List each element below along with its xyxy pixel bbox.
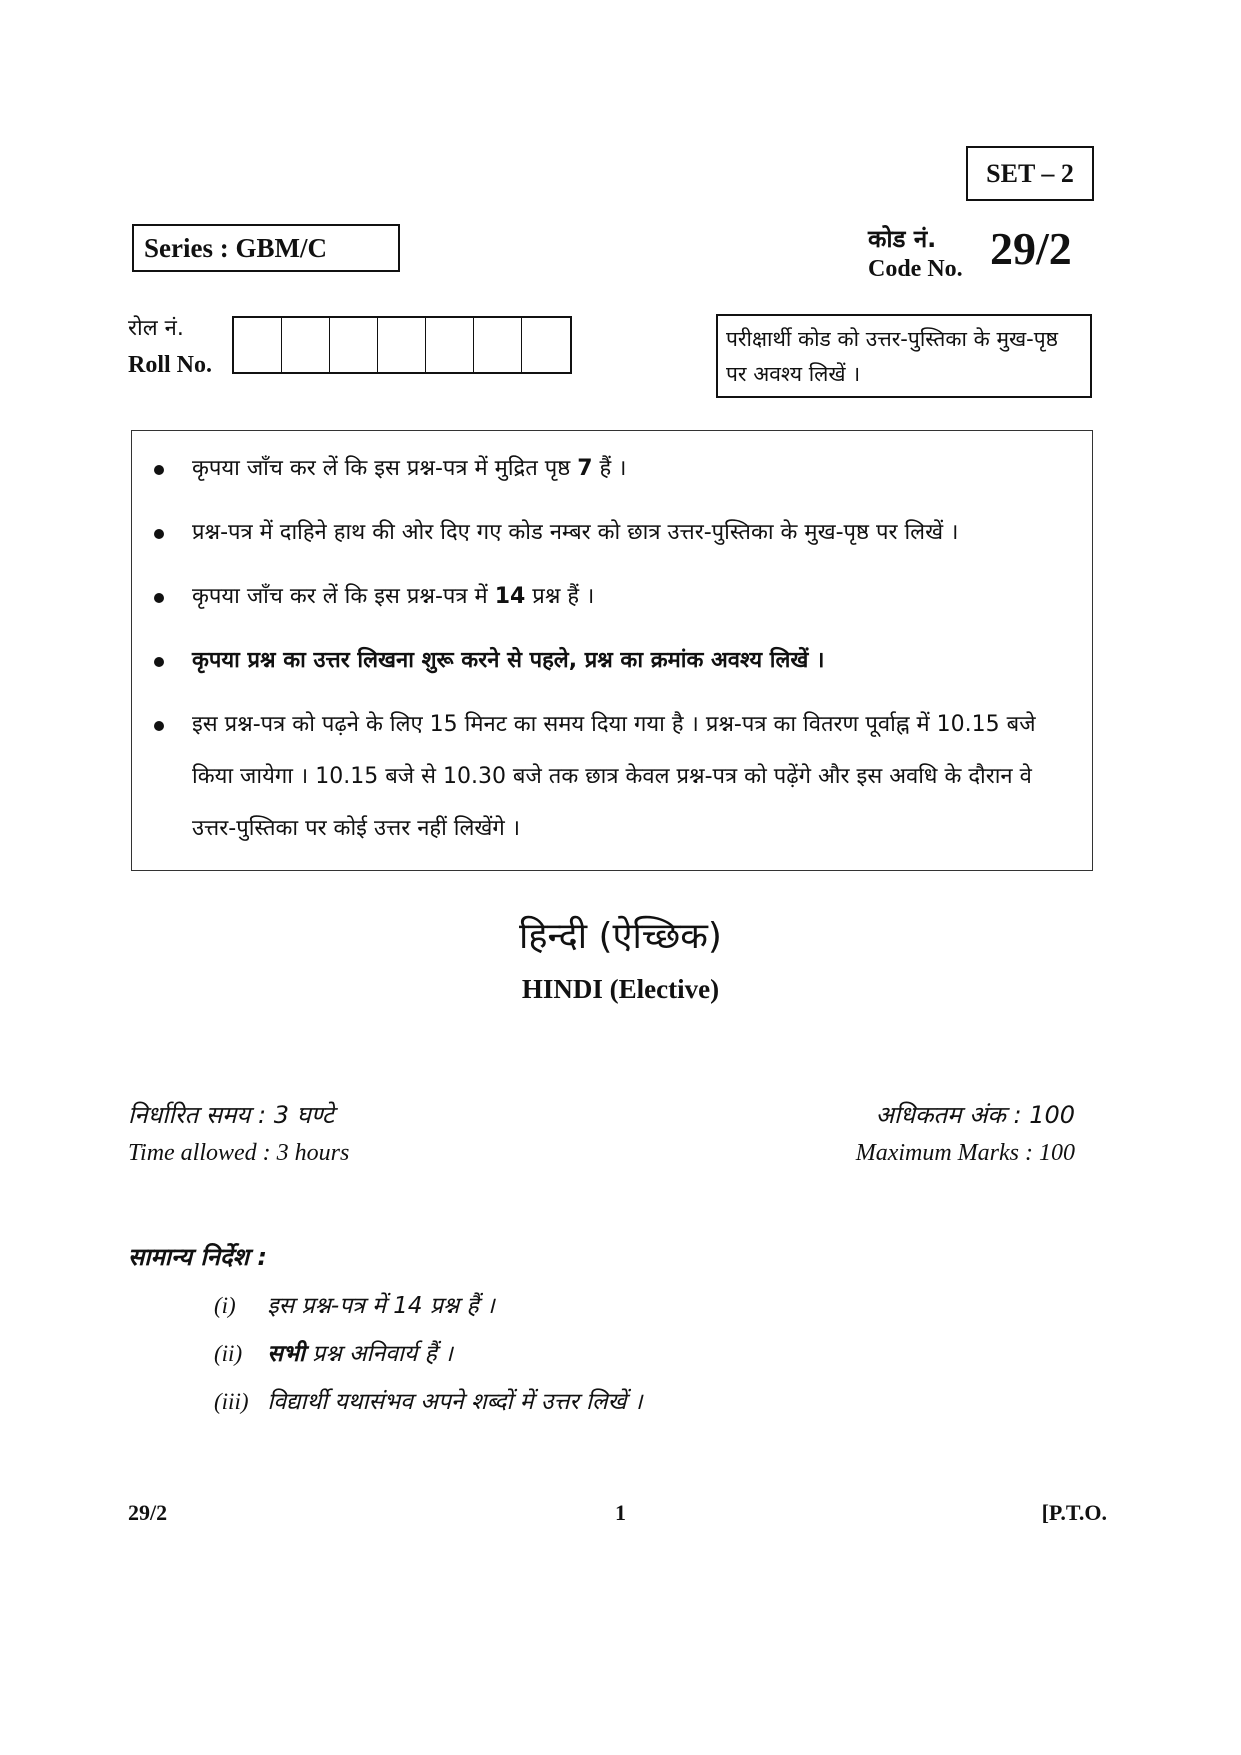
roll-digit-box[interactable] [378,318,426,372]
roll-digit-box[interactable] [522,318,570,372]
item-bold-lead: सभी [267,1341,305,1367]
roll-digit-box[interactable] [234,318,282,372]
roll-digit-box[interactable] [330,318,378,372]
pto-label: [P.T.O. [1041,1500,1107,1525]
bullet-icon [154,721,164,731]
roll-label-hindi: रोल नं. [128,316,184,341]
bullet-icon [154,657,164,667]
instruction-text: प्रश्न हैं । [525,584,595,609]
instruction-text: कृपया प्रश्न का उत्तर लिखना शुरू करने से पहले, प्रश्न का क्रमांक अवश्य लिखें । [192,648,825,673]
item-text: इस प्रश्न-पत्र में 14 प्रश्न हैं । [267,1293,495,1319]
code-number: 29/2 [990,223,1072,274]
item-number: (ii) [214,1341,243,1366]
instruction-text: इस प्रश्न-पत्र को पढ़ने के लिए 15 मिनट का समय दिया गया है । प्रश्न-पत्र का वितरण पूर्वाह्न में 10.15 बजे किया जायेगा । 10.15 बजे से 10.30 बजे तक छात्र केवल प्रश्न-पत्र को पढ़ेंगे और इस अवधि के दौरान वे उत्तर-पुस्तिका पर कोई उत्तर नहीं लिखेंगे । [192,712,1036,841]
code-label-hindi: कोड नं. [868,225,937,253]
instruction-text: कृपया जाँच कर लें कि इस प्रश्न-पत्र में मुद्रित पृष्ठ [192,456,578,481]
instruction-item [192,635,1072,687]
roll-label-english: Roll No. [128,352,212,378]
page-number: 1 [615,1500,626,1525]
roll-digit-box[interactable] [474,318,522,372]
instruction-item [192,443,1072,495]
time-allowed-english: Time allowed : 3 hours [128,1140,350,1166]
instruction-item [192,507,1072,559]
general-instruction-item [214,1336,453,1368]
roll-digit-box[interactable] [426,318,474,372]
instruction-item [192,699,1072,855]
code-label-english: Code No. [868,256,963,282]
instructions-box [131,430,1093,871]
candidate-note: परीक्षार्थी कोड को उत्तर-पुस्तिका के मुख-पृष्ठ पर अवश्य लिखें । [716,314,1092,398]
set-label: SET – 2 [966,146,1094,201]
item-number: (i) [214,1293,236,1318]
instruction-item [192,571,1072,623]
time-allowed-hindi: निर्धारित समय : 3 घण्टे [128,1101,335,1129]
bullet-icon [154,465,164,475]
item-number: (iii) [214,1389,249,1414]
subject-title-hindi: हिन्दी (ऐच्छिक) [519,916,722,957]
item-text: विद्यार्थी यथासंभव अपने शब्दों में उत्तर लिखें । [267,1389,643,1415]
general-instructions-heading: सामान्य निर्देश : [128,1243,267,1271]
instruction-text: हैं । [592,456,627,481]
general-instruction-item [214,1288,495,1320]
footer-code: 29/2 [128,1500,168,1525]
instruction-text: प्रश्न-पत्र में दाहिने हाथ की ओर दिए गए कोड नम्बर को छात्र उत्तर-पुस्तिका के मुख-पृष्ठ पर लिखें । [192,520,959,545]
series-label: Series : GBM/C [132,224,400,272]
bullet-icon [154,593,164,603]
roll-digit-box[interactable] [282,318,330,372]
instruction-text: 14 [494,584,526,609]
roll-number-boxes[interactable] [232,316,572,374]
instruction-text: कृपया जाँच कर लें कि इस प्रश्न-पत्र में [192,584,495,609]
instruction-text: 7 [577,456,593,481]
maximum-marks-english: Maximum Marks : 100 [855,1140,1075,1166]
item-text: प्रश्न अनिवार्य हैं । [305,1341,453,1367]
subject-title-english: HINDI (Elective) [521,974,720,1004]
bullet-icon [154,529,164,539]
general-instruction-item [214,1384,642,1416]
maximum-marks-hindi: अधिकतम अंक : 100 [875,1101,1075,1129]
